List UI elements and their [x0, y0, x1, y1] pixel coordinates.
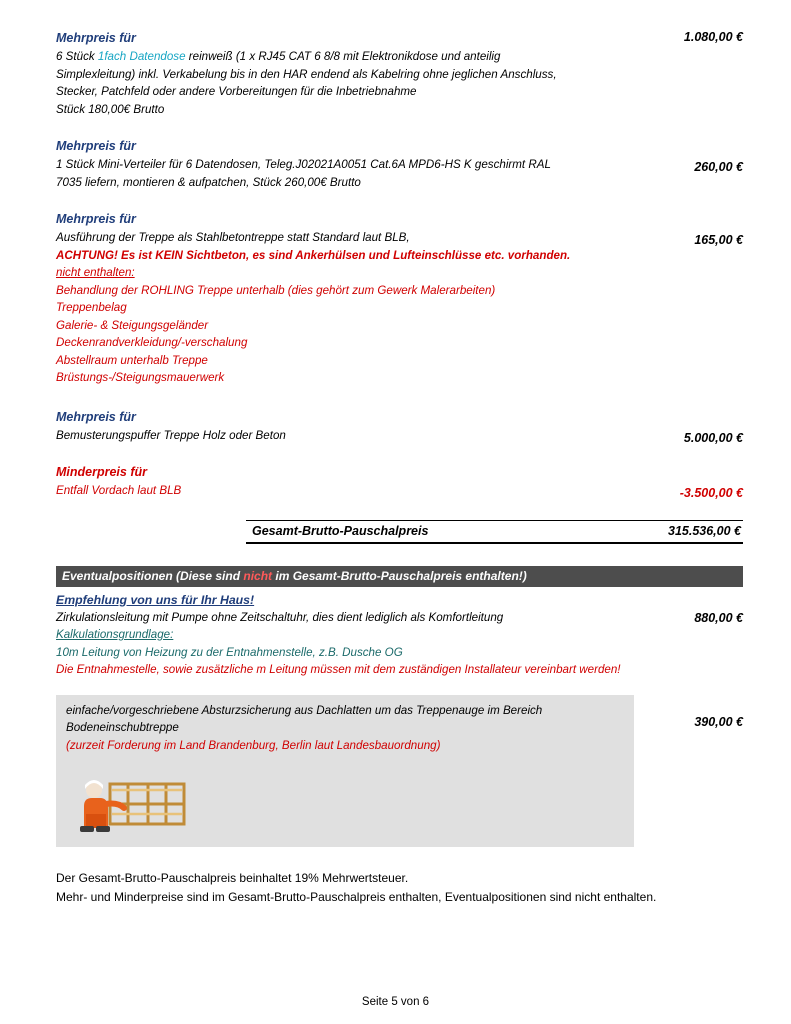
- price-item-3: [56, 211, 743, 387]
- bar-text-pre: Eventualpositionen (Diese sind: [62, 568, 244, 583]
- price-item-3-heading: Mehrpreis für: [56, 212, 136, 226]
- price-item-3-line-4: Behandlung der ROHLING Treppe unterhalb (dies gehört zum Gewerk Malerarbeiten): [56, 283, 496, 297]
- price-item-1-amount: 1.080,00 €: [683, 30, 743, 44]
- price-item-3-line-2: ACHTUNG! Es ist KEIN Sichtbeton, es sind Ankerhülsen und Lufteinschlüsse etc. vorhanden.: [56, 248, 571, 262]
- price-item-2-line-2: 7035 liefern, montieren & aufpatchen, Stück 260,00€ Brutto: [56, 175, 361, 189]
- price-item-4-amount: 5.000,00 €: [683, 430, 743, 445]
- price-item-3-line-6: Galerie- & Steigungsgeländer: [56, 318, 209, 332]
- price-item-3-line-3: nicht enthalten:: [56, 266, 135, 279]
- price-item-3-line-8: Abstellraum unterhalb Treppe: [56, 353, 208, 367]
- price-item-1: [56, 30, 743, 118]
- price-item-3-amount: 165,00 €: [694, 233, 743, 247]
- footer-notes: [56, 869, 743, 907]
- bar-highlight: nicht: [243, 568, 273, 583]
- price-item-4: [56, 409, 743, 445]
- price-item-2-line-1: 1 Stück Mini-Verteiler für 6 Datendosen, Teleg.J02021A0051 Cat.6A MPD6-HS K geschirmt RAL: [56, 158, 551, 171]
- price-item-5: [56, 464, 743, 500]
- total-value: 315.536,00 €: [668, 523, 741, 538]
- optional-entry-2-box: [56, 695, 634, 848]
- price-item-1-line-2: Simplexleitung) inkl. Verkabelung bis in den HAR endend als Kabelring ohne jeglichen Anschluss,: [56, 67, 557, 81]
- optional-entry-2-amount: 390,00 €: [694, 714, 743, 729]
- price-item-3-line-5: Treppenbelag: [56, 301, 127, 314]
- total-row: [246, 520, 743, 544]
- price-item-3-line-9: Brüstungs-/Steigungsmauerwerk: [56, 371, 225, 384]
- optional-entry-2: [56, 695, 743, 848]
- line-text-pre: 6 Stück: [56, 50, 98, 63]
- price-item-2-amount: 260,00 €: [694, 160, 743, 174]
- footer-note-2: Mehr- und Minderpreise sind im Gesamt-Brutto-Pauschalpreis enthalten, Eventualpositionen sind nicht enthalten.: [56, 890, 657, 904]
- worker-scaffold-illustration-icon: [66, 762, 194, 837]
- price-item-4-heading: Mehrpreis für: [56, 409, 136, 424]
- optional-entry-1-line-4: Die Entnahmestelle, sowie zusätzliche m Leitung müssen mit dem zuständigen Installateur vereinbart werden!: [56, 663, 621, 676]
- price-item-5-amount: -3.500,00 €: [679, 486, 743, 500]
- price-item-1-heading: Mehrpreis für: [56, 31, 136, 45]
- price-item-4-line-1: Bemusterungspuffer Treppe Holz oder Beton: [56, 428, 286, 442]
- price-item-1-line-1: [56, 48, 626, 66]
- optional-entry-1-amount: 880,00 €: [694, 610, 743, 625]
- optional-entry-1-line-2: Kalkulationsgrundlage:: [56, 628, 174, 641]
- price-item-5-heading: Minderpreis für: [56, 465, 147, 479]
- optional-entry-2-line-2: Bodeneinschubtreppe: [66, 721, 179, 734]
- price-item-2-heading: Mehrpreis für: [56, 139, 136, 153]
- footer-note-1: Der Gesamt-Brutto-Pauschalpreis beinhaltet 19% Mehrwertsteuer.: [56, 871, 409, 885]
- total-label: Gesamt-Brutto-Pauschalpreis: [252, 523, 429, 538]
- price-item-3-line-7: Deckenrandverkleidung/-verschalung: [56, 336, 248, 349]
- optional-entry-1-title: Empfehlung von uns für Ihr Haus!: [56, 592, 255, 607]
- line-highlight: 1fach Datendose: [97, 50, 186, 63]
- optional-entry-2-line-1: einfache/vorgeschriebene Absturzsicherung aus Dachlatten um das Treppenauge im Bereich: [66, 703, 543, 717]
- optional-entry-1-line-1: Zirkulationsleitung mit Pumpe ohne Zeitschaltuhr, dies dient lediglich als Komfortleitung: [56, 610, 504, 624]
- line-text-post: reinweiß (1 x RJ45 CAT 6 8/8 mit Elektronikdose und anteilig: [185, 50, 501, 63]
- optional-entry-1: [56, 592, 743, 679]
- price-item-2: [56, 138, 743, 191]
- price-item-5-line-1: Entfall Vordach laut BLB: [56, 484, 182, 497]
- optional-section-bar: [56, 566, 743, 587]
- price-item-1-line-4: Stück 180,00€ Brutto: [56, 102, 165, 116]
- price-item-1-line-3: Stecker, Patchfeld oder andere Vorbereitungen für die Inbetriebnahme: [56, 85, 417, 98]
- price-item-3-line-1: Ausführung der Treppe als Stahlbetontreppe statt Standard laut BLB,: [56, 231, 410, 244]
- page-number: Seite 5 von 6: [361, 996, 430, 1008]
- optional-entry-2-line-3: (zurzeit Forderung im Land Brandenburg, Berlin laut Landesbauordnung): [66, 738, 441, 752]
- optional-entry-1-line-3: 10m Leitung von Heizung zu der Entnahmenstelle, z.B. Dusche OG: [56, 645, 403, 659]
- bar-text-post: im Gesamt-Brutto-Pauschalpreis enthalten!): [272, 568, 527, 583]
